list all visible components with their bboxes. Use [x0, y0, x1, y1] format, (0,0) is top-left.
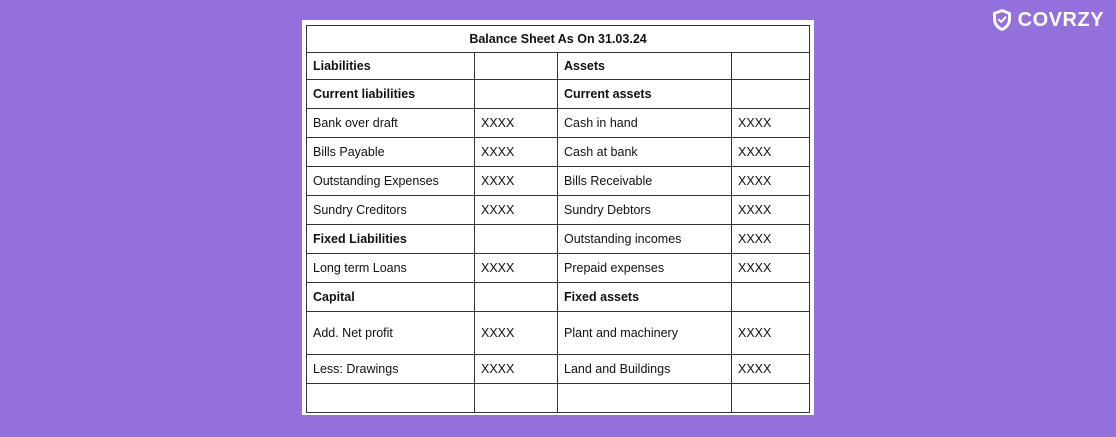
asset-amount: XXXX: [732, 312, 810, 355]
table-row: [307, 312, 810, 355]
asset-label: Plant and machinery: [558, 312, 732, 355]
liability-label: Bills Payable: [307, 138, 475, 167]
asset-amount: XXXX: [732, 196, 810, 225]
shield-check-icon: [991, 8, 1013, 32]
asset-amount: [732, 283, 810, 312]
liability-label: Capital: [307, 283, 475, 312]
liability-amount: [475, 384, 558, 413]
asset-label: Cash at bank: [558, 138, 732, 167]
asset-label: Outstanding incomes: [558, 225, 732, 254]
table-row: [307, 80, 810, 109]
liability-amount: XXXX: [475, 109, 558, 138]
liability-label: Bank over draft: [307, 109, 475, 138]
asset-amount: XXXX: [732, 254, 810, 283]
asset-label: Assets: [558, 53, 732, 80]
asset-amount: XXXX: [732, 355, 810, 384]
table-row: [307, 283, 810, 312]
table-row: [307, 138, 810, 167]
balance-sheet-table: [306, 25, 810, 413]
brand-logo: [991, 8, 1104, 32]
liability-label: Fixed Liabilities: [307, 225, 475, 254]
title-row: [307, 26, 810, 53]
liability-label: [307, 384, 475, 413]
liability-label: Liabilities: [307, 53, 475, 80]
liability-amount: XXXX: [475, 254, 558, 283]
asset-amount: [732, 53, 810, 80]
liability-amount: XXXX: [475, 312, 558, 355]
liability-amount: XXXX: [475, 196, 558, 225]
table-row: [307, 53, 810, 80]
liability-amount: [475, 225, 558, 254]
balance-sheet-document: [302, 20, 814, 415]
asset-label: Current assets: [558, 80, 732, 109]
liability-label: Add. Net profit: [307, 312, 475, 355]
asset-label: Prepaid expenses: [558, 254, 732, 283]
liability-amount: XXXX: [475, 355, 558, 384]
asset-amount: [732, 384, 810, 413]
liability-label: Current liabilities: [307, 80, 475, 109]
table-row: [307, 109, 810, 138]
table-row: [307, 225, 810, 254]
asset-amount: XXXX: [732, 167, 810, 196]
asset-label: [558, 384, 732, 413]
asset-label: Sundry Debtors: [558, 196, 732, 225]
asset-label: Bills Receivable: [558, 167, 732, 196]
table-row: [307, 355, 810, 384]
table-row: [307, 167, 810, 196]
sheet-title: Balance Sheet As On 31.03.24: [307, 26, 810, 53]
table-row: [307, 196, 810, 225]
liability-label: Outstanding Expenses: [307, 167, 475, 196]
asset-amount: [732, 80, 810, 109]
table-row: [307, 384, 810, 413]
asset-label: Cash in hand: [558, 109, 732, 138]
liability-amount: [475, 80, 558, 109]
liability-label: Long term Loans: [307, 254, 475, 283]
liability-label: Less: Drawings: [307, 355, 475, 384]
liability-label: Sundry Creditors: [307, 196, 475, 225]
asset-amount: XXXX: [732, 138, 810, 167]
asset-amount: XXXX: [732, 225, 810, 254]
asset-label: Fixed assets: [558, 283, 732, 312]
brand-name: COVRZY: [1017, 8, 1104, 31]
asset-label: Land and Buildings: [558, 355, 732, 384]
asset-amount: XXXX: [732, 109, 810, 138]
liability-amount: [475, 53, 558, 80]
table-row: [307, 254, 810, 283]
liability-amount: XXXX: [475, 167, 558, 196]
liability-amount: [475, 283, 558, 312]
liability-amount: XXXX: [475, 138, 558, 167]
